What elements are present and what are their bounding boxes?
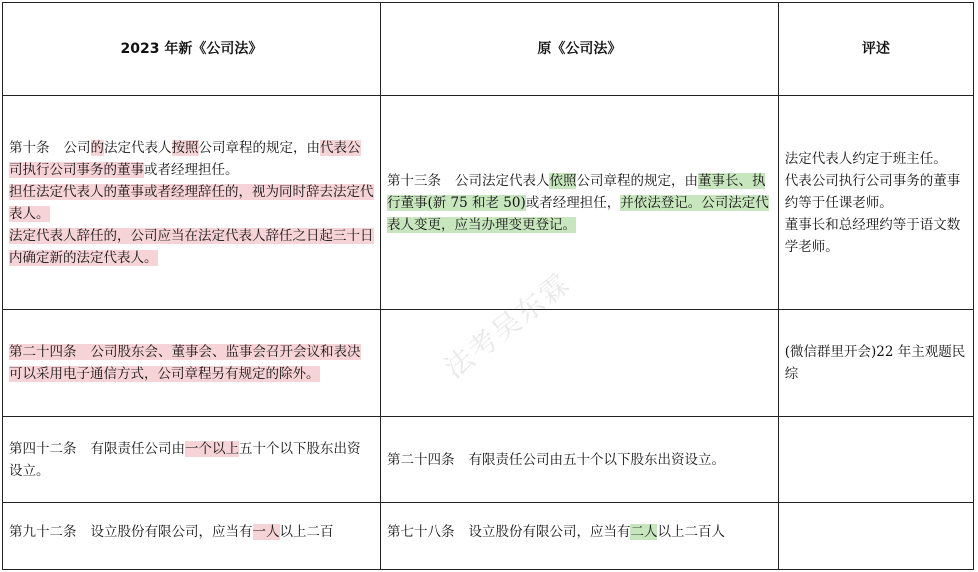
comment-line: 代表公司执行公司事务的董事约等于任课老师。 <box>784 172 961 211</box>
text-span: 有限责任公司由五十个以下股东出资设立。 <box>468 451 725 468</box>
highlight-pink: 担任法定代表人的董事或者经理辞任的，视为同时辞去法定代表人。 <box>9 183 374 222</box>
text-span: 或者经理担任。 <box>144 161 239 178</box>
article-number: 第十三条 <box>386 172 441 189</box>
highlight-pink: 代表公司执行公司事务的董事 <box>9 139 361 178</box>
text-span: 公司章程的规定，由 <box>576 172 698 189</box>
table-row <box>3 417 974 503</box>
text-span: 或者经理担任， <box>525 194 621 211</box>
highlight-pink: 法定代表人辞任的，公司应当在法定代表人辞任之日起三十日内确定新的法定代表人。 <box>9 227 374 266</box>
text-span: 有限责任公司由 <box>90 440 185 457</box>
table-row <box>3 310 974 417</box>
text-span: 设立股份有限公司，应当有 <box>468 524 631 540</box>
table-row <box>3 503 974 570</box>
highlight-green: 二人 <box>630 524 658 540</box>
text-span: 公司章程的规定，由 <box>198 139 320 156</box>
table-row <box>3 96 974 310</box>
comment-cell <box>778 417 973 503</box>
old-law-cell <box>380 96 778 310</box>
highlight-pink: 一人 <box>252 524 280 540</box>
header-row <box>3 3 974 96</box>
comment-line: 法定代表人约定于班主任。 <box>784 150 947 167</box>
old-law-cell <box>380 310 778 417</box>
text-span: 公司法定代表人 <box>454 172 550 189</box>
comment-cell: (微信群里开会)22 年主观题民综 <box>778 310 973 417</box>
new-law-cell <box>3 310 381 417</box>
text-span: 公司 <box>63 139 91 156</box>
comment-cell <box>778 503 973 570</box>
new-law-cell <box>3 96 381 310</box>
comment-cell <box>778 96 973 310</box>
new-law-cell <box>3 503 381 570</box>
text-span: 以上二百人 <box>657 524 725 540</box>
text-span: 五十个以下股东出资设立。 <box>9 440 361 479</box>
article-number: 第九十二条 <box>9 524 77 540</box>
article-number: 第四十二条 <box>9 440 77 457</box>
new-law-paragraph <box>9 137 374 181</box>
watermark-text: 法考吴东霖 <box>438 266 577 385</box>
highlight-pink: 按照 <box>171 139 199 156</box>
text-span: 设立股份有限公司，应当有 <box>90 524 253 540</box>
old-law-cell <box>380 417 778 503</box>
highlight-pink <box>9 344 361 382</box>
header-comment: 评述 <box>778 3 973 96</box>
article-number: 第七十八条 <box>386 524 455 540</box>
article-number: 第二十四条 <box>9 344 77 360</box>
comment-line: 董事长和总经理约等于语文数学老师。 <box>784 216 961 255</box>
header-old-law: 原《公司法》 <box>380 3 778 96</box>
article-number: 第十条 <box>9 139 50 156</box>
highlight-pink: 的 <box>90 139 104 156</box>
new-law-cell <box>3 417 381 503</box>
highlight-pink: 一个以上 <box>185 440 239 457</box>
text-span: 以上二百 <box>279 524 334 540</box>
old-law-cell <box>380 503 778 570</box>
text-span: 公司股东会、董事会、监事会召开会议和表决可以采用电子通信方式，公司章程另有规定的除外。 <box>9 344 361 382</box>
article-number: 第二十四条 <box>386 451 455 468</box>
law-comparison-table <box>2 2 974 570</box>
text-span: 法定代表人 <box>104 139 172 156</box>
highlight-green: 董事长、执行董事(新 75 和老 50) <box>386 172 766 211</box>
highlight-green: 并依法登记。公司法定代表人变更，应当办理变更登记。 <box>386 194 769 233</box>
header-new-law: 2023 年新《公司法》 <box>3 3 381 96</box>
highlight-green: 依照 <box>549 172 577 189</box>
